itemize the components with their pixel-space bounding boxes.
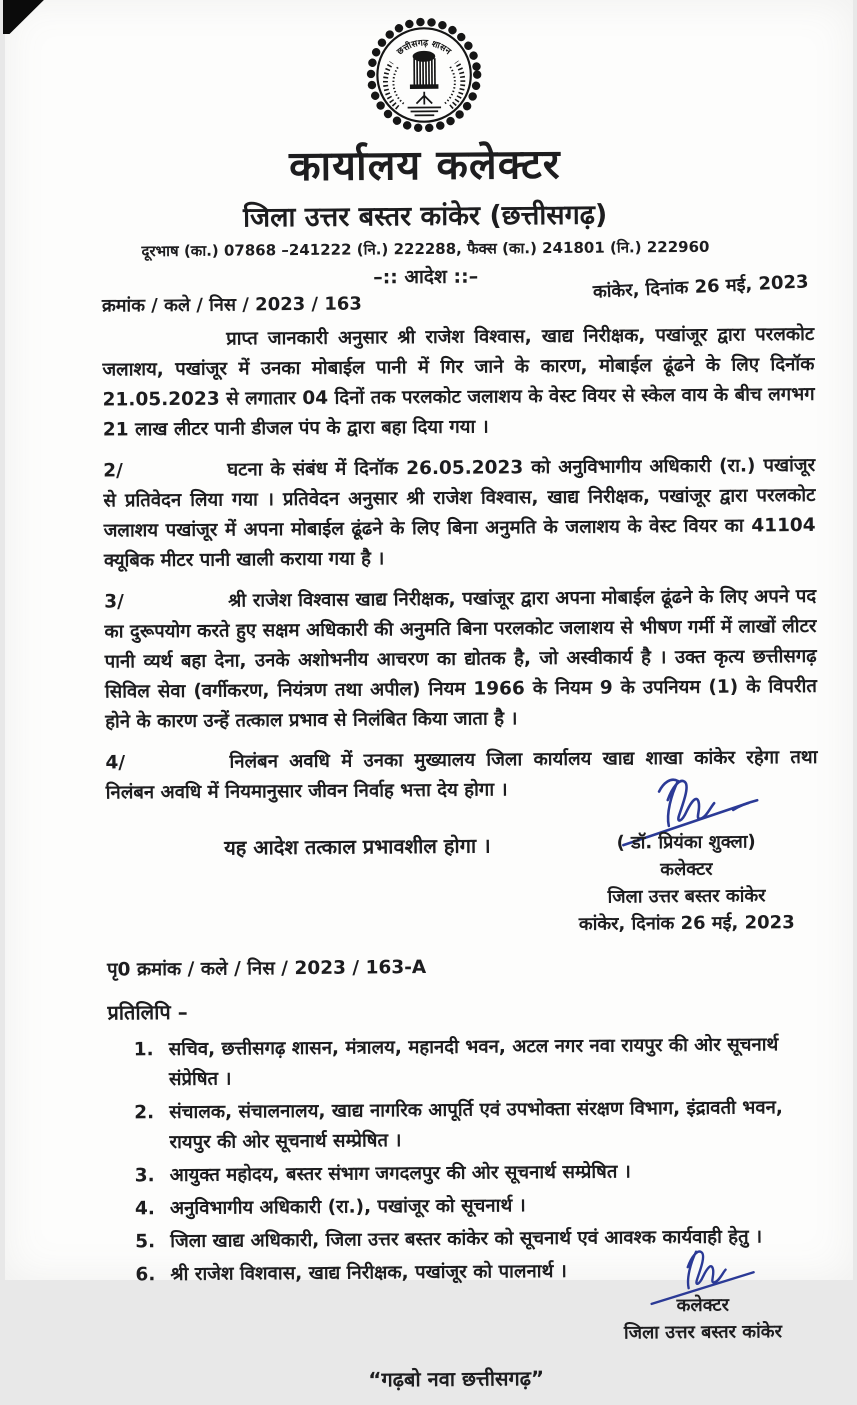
copy-item-text: आयुक्त महोदय, बस्तर संभाग जगदलपुर की ओर सूचनार्थ सम्प्रेषित । bbox=[169, 1161, 630, 1186]
signer-designation: कलेक्टर bbox=[560, 855, 812, 884]
order-paragraph-1: प्राप्त जानकारी अनुसार श्री राजेश विश्वास, खाद्य निरीक्षक, पखांजूर द्वारा परलकोट जलाशय, पखांजूर में उनका मोबाईल पानी में गिर जाने के कारण, मोबाईल ढूंढने के लिए दिनॉक 21.05.2023 से लगातार 04 दिनों तक परलकोट जलाशय के वेस्ट वियर से स्केल वाय के बीच लगभग 21 लाख लीटर पानी डीजल पंप के द्वारा बहा दिया गया । bbox=[102, 320, 815, 446]
paragraph-number-label: 3/ bbox=[104, 587, 124, 617]
contact-line: दूरभाष (का.) 07868 –241222 (नि.) 222288, फैक्स (का.) 241801 (नि.) 222960 bbox=[1, 236, 849, 263]
copy-item bbox=[133, 1030, 819, 1095]
bottom-signer-district: जिला उत्तर बस्तर कांकेर bbox=[587, 1318, 817, 1347]
paragraph-number-label: 4/ bbox=[105, 748, 125, 778]
scanned-order-document bbox=[5, 0, 853, 1280]
effective-order-line: यह आदेश तत्काल प्रभावशील होगा । bbox=[224, 831, 491, 863]
order-body bbox=[102, 320, 822, 1291]
copy-item-text: जिला खाद्य अधिकारी, जिला उत्तर बस्तर कांकेर को सूचनार्थ एवं आवश्क कार्यवाही हेतु । bbox=[170, 1226, 762, 1252]
order-heading: –:: आदेश ::– bbox=[1, 260, 849, 293]
order-paragraph-4 bbox=[105, 743, 817, 809]
signer-district: जिला उत्तर बस्तर कांकेर bbox=[560, 882, 812, 911]
signer-place-date: कांकेर, दिनांक 26 मई, 2023 bbox=[560, 909, 812, 938]
copy-item-number: 2. bbox=[134, 1098, 154, 1128]
reference-row bbox=[101, 288, 809, 318]
copy-item-text: अनुविभागीय अधिकारी (रा.), पखांजूर को सूचनार्थ । bbox=[169, 1195, 525, 1219]
bottom-signature-block bbox=[587, 1241, 818, 1347]
copy-item bbox=[134, 1189, 820, 1224]
ref-number: क्रमांक / कले / निस / 2023 / 163 bbox=[101, 292, 361, 318]
paragraph-text: निलंबन अवधि में उनका मुख्यालय जिला कार्यालय खाद्य शाखा कांकेर रहेगा तथा निलंबन अवधि में नियमानुसार जीवन निर्वाह भत्ता देय होगा । bbox=[105, 747, 817, 804]
signer-name: ( डॉ. प्रियंका शुक्ला) bbox=[560, 828, 812, 857]
office-title: कार्यालय कलेक्टर bbox=[0, 133, 848, 196]
copies-heading: प्रतिलिपि – bbox=[107, 992, 819, 1028]
copy-item-number: 4. bbox=[134, 1194, 154, 1224]
copy-item-number: 3. bbox=[134, 1161, 154, 1191]
order-paragraph-3 bbox=[104, 582, 817, 738]
bottom-signer-designation: कलेक्टर bbox=[587, 1291, 817, 1320]
copy-item bbox=[134, 1093, 820, 1158]
footer-motto: “गढ़बो नवा छत्तीसगढ़” bbox=[368, 1364, 544, 1392]
paragraph-text: घटना के संबंध में दिनॉक 26.05.2023 को अनुविभागीय अधिकारी (रा.) पखांजूर से प्रतिवेदन लिया गया । प्रतिवेदन अनुसार श्री राजेश विश्वास, खाद्य निरीक्षक, पखांजूर द्वारा परलकोट जलाशय पखांजूर में अपना मोबाईल ढूंढने के लिए बिना अनुमति के जलाशय के वेस्ट वियर का 41104 क्यूबिक मीटर पानी खाली कराया गया है । bbox=[103, 455, 815, 572]
chhattisgarh-government-emblem-icon bbox=[364, 16, 483, 135]
copy-item bbox=[134, 1156, 820, 1191]
paragraph-text: श्री राजेश विश्वास खाद्य निरीक्षक, पखांजूर द्वारा अपना मोबाईल ढूंढने के लिए अपने पद का दुरूपयोग करते हुए सक्षम अधिकारी की अनुमति बिना परलकोट जलाशय से भीषण गर्मी में लाखों लीटर पानी व्यर्थ बहा देना, उनके अशोभनीय आचरण का द्योतक है, जो अस्वीकार्य है । उक्त कृत्य छत्तीसगढ़ सिविल सेवा (वर्गीकरण, नियंत्रण तथा अपील) नियम 1966 के नियम 9 के उपनियम (1) के विपरीत होने के कारण उन्हें तत्काल प्रभाव से निलंबित किया जाता है । bbox=[104, 586, 817, 733]
letterhead bbox=[0, 0, 849, 292]
copy-item-number: 5. bbox=[135, 1227, 155, 1257]
emblem-arc-text: छत्तीसगढ़ शासन bbox=[394, 38, 453, 58]
copy-item-number: 1. bbox=[133, 1035, 153, 1065]
footer-row bbox=[109, 1289, 818, 1405]
order-signature-row bbox=[105, 814, 818, 942]
place-date: कांकेर, दिनांक 26 मई, 2023 bbox=[592, 269, 809, 303]
paragraph-number-label: 2/ bbox=[103, 456, 123, 486]
copy-item-text: श्री राजेश विशवास, खाद्य निरीक्षक, पखांजूर को पालनार्थ । bbox=[170, 1261, 566, 1285]
copy-item-number: 6. bbox=[135, 1260, 155, 1290]
district-line: जिला उत्तर बस्तर कांकेर (छत्तीसगढ़) bbox=[1, 193, 849, 237]
endorsement-ref-number: पृ0 क्रमांक / कले / निस / 2023 / 163-A bbox=[106, 950, 818, 986]
order-paragraph-2 bbox=[103, 451, 816, 577]
copy-item-text: सचिव, छत्तीसगढ़ शासन, मंत्रालय, महानदी भवन, अटल नगर नवा रायपुर की ओर सूचनार्थ संप्रेषित । bbox=[168, 1034, 778, 1090]
copy-item-text: संचालक, संचालनालय, खाद्य नागरिक आपूर्ति एवं उपभोक्ता संरक्षण विभाग, इंद्रावती भवन, रायपुर की ओर सूचनार्थ सम्प्रेषित । bbox=[169, 1097, 783, 1153]
